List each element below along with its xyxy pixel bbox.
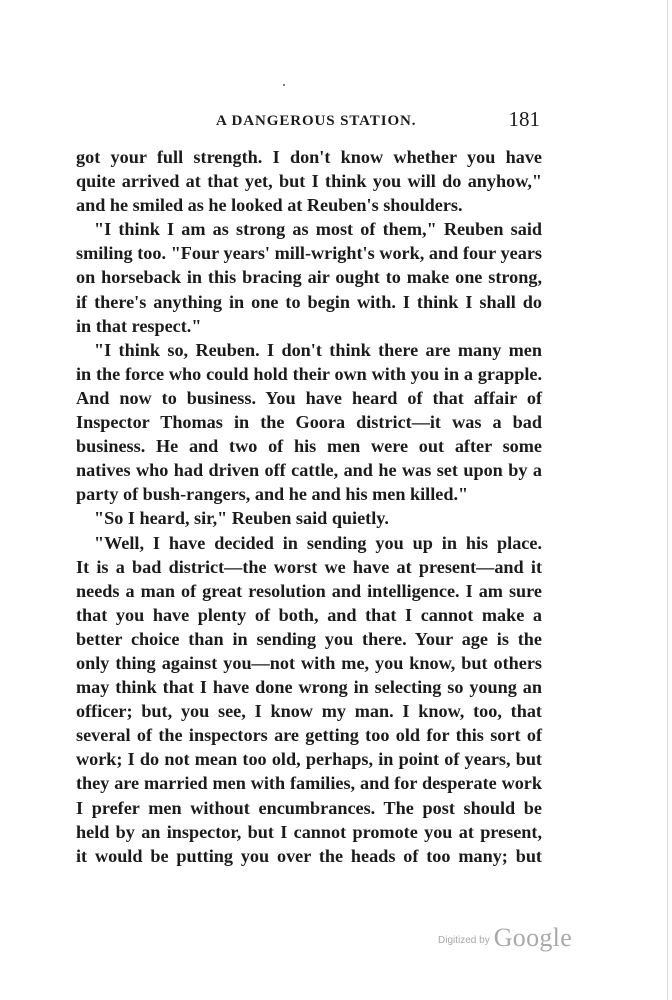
text-line: on horseback in this bracing air ought to make one strong,	[76, 267, 542, 288]
page-speck	[283, 84, 285, 86]
text-line: Inspector Thomas in the Goora district—it was a bad	[76, 412, 542, 433]
text-line: only thing against you—not with me, you know, but others	[76, 652, 542, 673]
text-line: got your full strength. I don't know whether you have	[76, 147, 542, 167]
text-line: needs a man of great resolution and intelligence. I am sure	[76, 580, 542, 601]
text-line: they are married men with families, and for desperate work	[76, 773, 542, 794]
text-line: smiling too. "Four years' mill-wright's work, and four years	[76, 243, 542, 264]
page-number: 181	[508, 107, 540, 131]
text-line: and he smiled as he looked at Reuben's shoulders.	[76, 195, 463, 216]
text-line: And now to business. You have heard of that affair of	[76, 387, 542, 408]
text-line: if there's anything in one to begin with. I think I shall do	[76, 291, 542, 312]
text-line: held by an inspector, but I cannot promote you at present,	[76, 821, 542, 842]
scan-edge-line	[667, 0, 668, 1000]
text-line: "So I heard, sir," Reuben said quietly.	[94, 508, 389, 529]
watermark-brand: Google	[493, 923, 573, 952]
text-line: better choice than in sending you there. Your age is the	[76, 628, 542, 649]
body-text	[76, 145, 542, 868]
text-line: officer; but, you see, I know my man. I know, too, that	[76, 701, 542, 722]
text-line: "Well, I have decided in sending you up in his place.	[94, 532, 542, 553]
text-line: natives who had driven off cattle, and he was set upon by a	[76, 460, 542, 481]
text-line: It is a bad district—the worst we have at present—and it	[76, 556, 542, 577]
digitized-watermark	[438, 923, 572, 953]
text-line: party of bush-rangers, and he and his men killed."	[76, 484, 469, 505]
text-line: that you have plenty of both, and that I cannot make a	[76, 604, 542, 625]
text-line: "I think I am as strong as most of them," Reuben said	[94, 219, 542, 240]
text-line: several of the inspectors are getting too old for this sort of	[76, 725, 542, 746]
text-line: "I think so, Reuben. I don't think there are many men	[94, 339, 542, 360]
text-line: in the force who could hold their own with you in a grapple.	[76, 363, 542, 384]
text-line: may think that I have done wrong in selecting so young an	[76, 677, 542, 698]
text-line: it would be putting you over the heads of too many; but	[76, 845, 542, 866]
text-line: I prefer men without encumbrances. The post should be	[76, 797, 542, 818]
watermark-prefix: Digitized by	[438, 935, 490, 946]
running-title: A DANGEROUS STATION.	[216, 113, 417, 129]
text-line: work; I do not mean too old, perhaps, in point of years, but	[76, 749, 542, 770]
text-line: business. He and two of his men were out after some	[76, 436, 542, 457]
running-head	[76, 108, 542, 134]
text-line: quite arrived at that yet, but I think you will do anyhow,"	[76, 171, 542, 192]
text-line: in that respect."	[76, 315, 202, 336]
